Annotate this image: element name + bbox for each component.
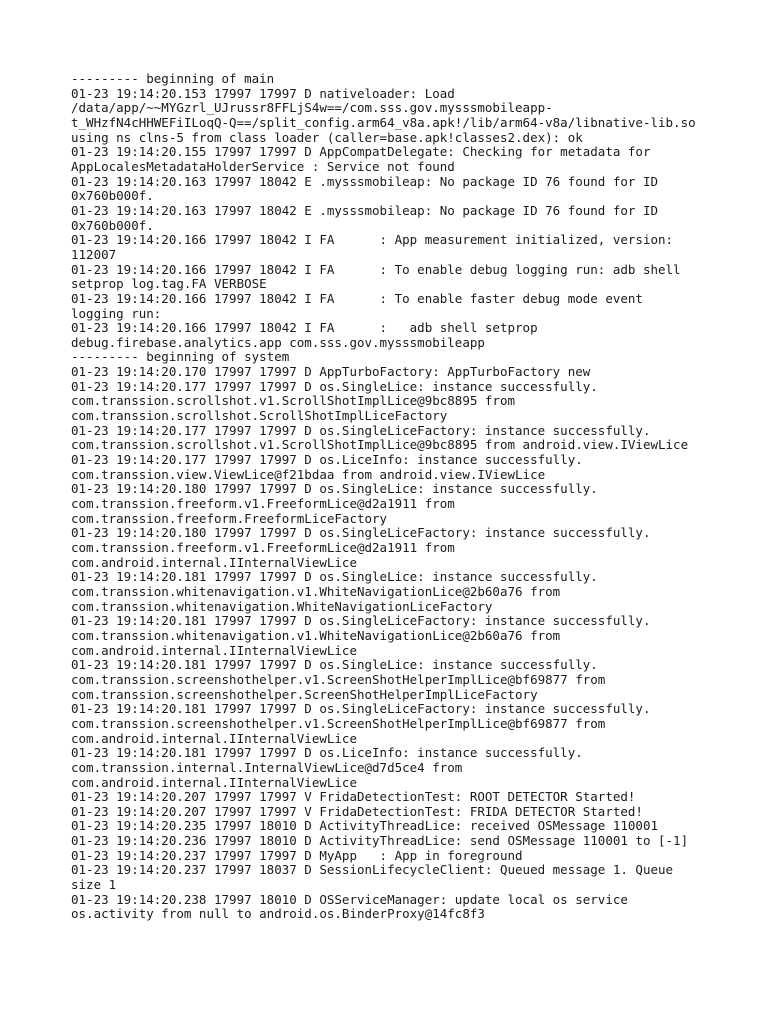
log-entry-continuation: com.transsion.scrollshot.ScrollShotImplLiceFactory [71, 408, 448, 424]
log-entry-continuation: logging run: [71, 305, 162, 321]
log-entry: 01-23 19:14:20.181 17997 17997 D os.SingleLice: instance successfully. [71, 569, 598, 585]
log-entry: 01-23 19:14:20.235 17997 18010 D ActivityThreadLice: received OSMessage 110001 [71, 818, 658, 834]
log-entry-continuation: com.transsion.scrollshot.v1.ScrollShotImplLice@9bc8895 from android.view.IViewLice [71, 437, 689, 453]
log-entry: 01-23 19:14:20.180 17997 17997 D os.SingleLiceFactory: instance successfully. [71, 525, 651, 541]
log-entry: 01-23 19:14:20.177 17997 17997 D os.SingleLiceFactory: instance successfully. [71, 422, 651, 438]
log-entry-continuation: com.transsion.internal.InternalViewLice@d7d5ce4 from [71, 759, 463, 775]
log-entry-continuation: using ns clns-5 from class loader (caller=base.apk!classes2.dex): ok [71, 129, 583, 145]
log-entry-continuation: com.transsion.screenshothelper.v1.ScreenShotHelperImplLice@bf69877 from [71, 671, 606, 687]
log-entry: 01-23 19:14:20.237 17997 17997 D MyApp : App in foreground [71, 847, 523, 863]
log-entry: 01-23 19:14:20.177 17997 17997 D os.SingleLice: instance successfully. [71, 378, 598, 394]
log-entry-continuation: 112007 [71, 246, 117, 262]
log-entry-continuation: size 1 [71, 877, 117, 893]
log-entry: 01-23 19:14:20.166 17997 18042 I FA : To enable faster debug mode event [71, 290, 643, 306]
log-entry-continuation: com.transsion.whitenavigation.v1.WhiteNavigationLice@2b60a76 from [71, 583, 561, 599]
log-entry-continuation: debug.firebase.analytics.app com.sss.gov.mysssmobileapp [71, 334, 485, 350]
log-entry-continuation: com.android.internal.IInternalViewLice [71, 554, 357, 570]
log-entry-continuation: com.transsion.scrollshot.v1.ScrollShotImplLice@9bc8895 from [71, 393, 516, 409]
log-section-header: --------- beginning of system [71, 349, 290, 365]
log-entry: 01-23 19:14:20.180 17997 17997 D os.SingleLice: instance successfully. [71, 481, 598, 497]
log-entry-continuation: com.transsion.freeform.FreeformLiceFactory [71, 510, 388, 526]
log-entry: 01-23 19:14:20.163 17997 18042 E .mysssmobileap: No package ID 76 found for ID [71, 202, 658, 218]
log-entry: 01-23 19:14:20.153 17997 17997 D nativeloader: Load [71, 85, 455, 101]
log-entry: 01-23 19:14:20.163 17997 18042 E .mysssmobileap: No package ID 76 found for ID [71, 173, 658, 189]
log-entry-continuation: com.transsion.whitenavigation.v1.WhiteNavigationLice@2b60a76 from [71, 627, 561, 643]
log-entry: 01-23 19:14:20.170 17997 17997 D AppTurboFactory: AppTurboFactory new [71, 364, 591, 380]
log-entry: 01-23 19:14:20.207 17997 17997 V FridaDetectionTest: FRIDA DETECTOR Started! [71, 803, 643, 819]
log-entry-continuation: setprop log.tag.FA VERBOSE [71, 276, 267, 292]
log-entry: 01-23 19:14:20.166 17997 18042 I FA : To enable debug logging run: adb shell [71, 261, 681, 277]
log-entry-continuation: 0x760b000f. [71, 188, 154, 204]
log-entry-continuation: com.transsion.freeform.v1.FreeformLice@d2a1911 from [71, 496, 455, 512]
log-entry: 01-23 19:14:20.155 17997 17997 D AppCompatDelegate: Checking for metadata for [71, 144, 651, 160]
log-entry: 01-23 19:14:20.207 17997 17997 V FridaDetectionTest: ROOT DETECTOR Started! [71, 789, 636, 805]
log-entry-continuation: com.android.internal.IInternalViewLice [71, 774, 357, 790]
log-entry: 01-23 19:14:20.166 17997 18042 I FA : adb shell setprop [71, 320, 538, 336]
log-entry: 01-23 19:14:20.181 17997 17997 D os.SingleLiceFactory: instance successfully. [71, 613, 651, 629]
log-entry-continuation: com.transsion.screenshothelper.ScreenShotHelperImplLiceFactory [71, 686, 538, 702]
log-entry-continuation: t_WHzfN4cHHWEFiILoqQ-Q==/split_config.arm64_v8a.apk!/lib/arm64-v8a/libnative-lib.so [71, 114, 696, 130]
log-entry: 01-23 19:14:20.238 17997 18010 D OSServiceManager: update local os service [71, 891, 628, 907]
log-entry-continuation: com.transsion.view.ViewLice@f21bdaa from android.view.IViewLice [71, 466, 546, 482]
log-text [71, 72, 751, 922]
log-entry-continuation: os.activity from null to android.os.BinderProxy@14fc8f3 [71, 906, 485, 922]
log-entry: 01-23 19:14:20.166 17997 18042 I FA : App measurement initialized, version: [71, 232, 674, 248]
log-entry-continuation: AppLocalesMetadataHolderService : Service not found [71, 158, 455, 174]
log-entry: 01-23 19:14:20.181 17997 17997 D os.LiceInfo: instance successfully. [71, 745, 583, 761]
log-entry: 01-23 19:14:20.181 17997 17997 D os.SingleLiceFactory: instance successfully. [71, 701, 651, 717]
log-entry: 01-23 19:14:20.237 17997 18037 D SessionLifecycleClient: Queued message 1. Queue [71, 862, 674, 878]
log-entry-continuation: /data/app/~~MYGzrl_UJrussr8FFLjS4w==/com.sss.gov.mysssmobileapp- [71, 100, 553, 116]
log-entry-continuation: com.transsion.screenshothelper.v1.ScreenShotHelperImplLice@bf69877 from [71, 715, 606, 731]
log-entry: 01-23 19:14:20.236 17997 18010 D ActivityThreadLice: send OSMessage 110001 to [-1] [71, 833, 689, 849]
log-entry-continuation: com.transsion.whitenavigation.WhiteNavigationLiceFactory [71, 598, 493, 614]
log-entry: 01-23 19:14:20.181 17997 17997 D os.SingleLice: instance successfully. [71, 657, 598, 673]
log-entry-continuation: com.transsion.freeform.v1.FreeformLice@d2a1911 from [71, 540, 455, 555]
log-section-header: --------- beginning of main [71, 71, 275, 86]
log-entry: 01-23 19:14:20.177 17997 17997 D os.LiceInfo: instance successfully. [71, 452, 583, 468]
log-entry-continuation: com.android.internal.IInternalViewLice [71, 730, 357, 746]
log-entry-continuation: com.android.internal.IInternalViewLice [71, 642, 357, 658]
log-entry-continuation: 0x760b000f. [71, 217, 154, 233]
